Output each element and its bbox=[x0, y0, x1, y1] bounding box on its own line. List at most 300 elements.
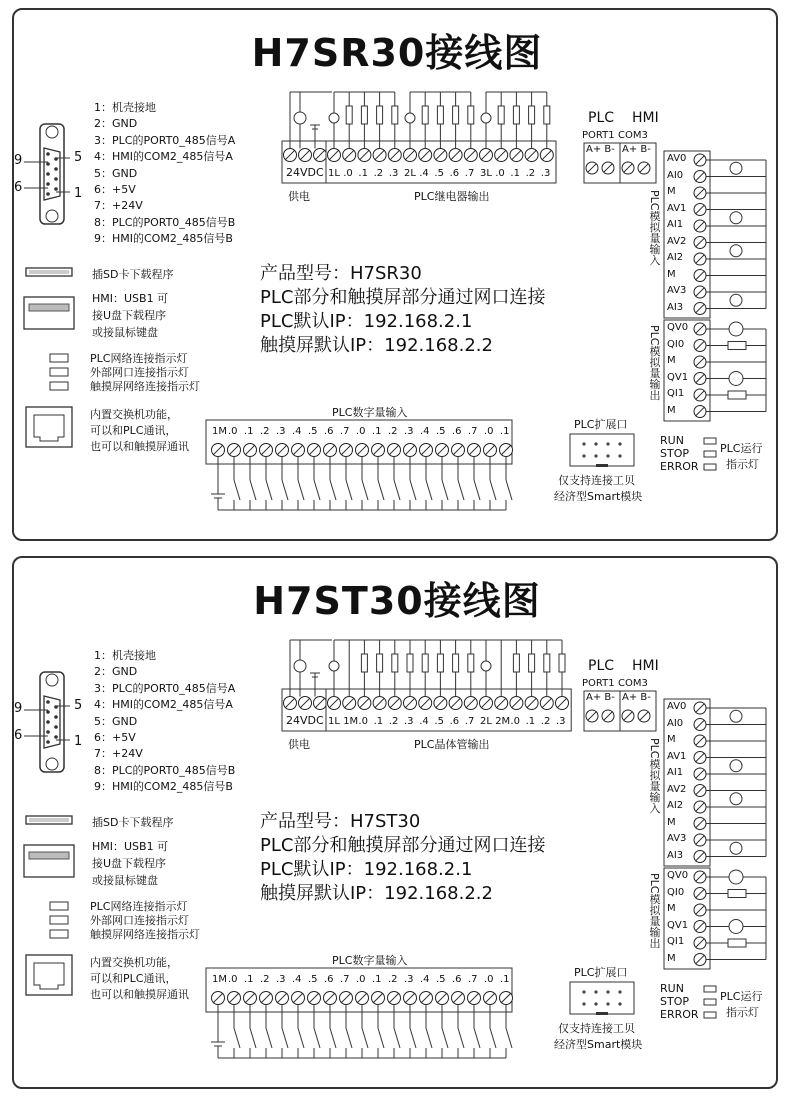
load-resistor-icon bbox=[392, 654, 398, 672]
switch-icon bbox=[426, 1028, 432, 1048]
digital-in-terminal-label: .4 bbox=[292, 974, 302, 985]
switch-icon bbox=[234, 1028, 240, 1048]
analog-in-label: AI3 bbox=[667, 849, 684, 861]
switch-icon bbox=[378, 480, 384, 500]
extension-port-label: PLC扩展口 bbox=[574, 418, 628, 431]
analog-in-terminal bbox=[694, 785, 706, 797]
analog-in-terminal bbox=[694, 719, 706, 731]
usb-note-line: 接U盘下载程序 bbox=[92, 309, 167, 322]
digital-in-label: PLC数字量输入 bbox=[332, 954, 408, 967]
analog-out-terminal bbox=[694, 954, 706, 966]
plc-ab-label: A+ B- bbox=[586, 144, 615, 155]
digital-in-terminal bbox=[292, 444, 305, 457]
switch-icon bbox=[458, 1028, 464, 1048]
output-terminal bbox=[556, 697, 569, 710]
db9-pin-9-label: 9 bbox=[14, 153, 23, 168]
digital-in-terminal bbox=[404, 992, 417, 1005]
hmi-port-header: HMI bbox=[632, 658, 659, 674]
digital-in-terminal-label: .2 bbox=[260, 974, 270, 985]
switch-icon bbox=[346, 480, 352, 500]
switch-icon bbox=[250, 480, 256, 500]
sd-label: 插SD卡下载程序 bbox=[92, 268, 174, 281]
hmi-com3-label: COM3 bbox=[618, 678, 648, 689]
switch-icon bbox=[266, 1028, 272, 1048]
led-label: PLC网络连接指示灯 bbox=[90, 900, 188, 913]
output-terminal-label: .2 bbox=[525, 168, 536, 179]
load-resistor-icon bbox=[513, 654, 519, 672]
comm-terminal bbox=[622, 162, 634, 174]
switch-icon bbox=[266, 480, 272, 500]
switch-icon bbox=[490, 480, 496, 500]
analog-in-label: AV2 bbox=[667, 783, 687, 795]
analog-in-terminal bbox=[694, 818, 706, 830]
analog-out-label-vertical: PLC模拟量输出 bbox=[648, 873, 661, 949]
output-terminal bbox=[358, 149, 371, 162]
analog-out-label: QI1 bbox=[667, 936, 685, 947]
extension-note-line: 仅支持连接工贝 bbox=[558, 474, 635, 487]
analog-in-terminal bbox=[694, 735, 706, 747]
output-terminal-label: .2 bbox=[373, 168, 384, 179]
analog-out-label-vertical: PLC模拟量输出 bbox=[648, 325, 661, 401]
power-terminal-label: 24VDC bbox=[286, 714, 324, 727]
digital-in-terminal-label: .3 bbox=[276, 974, 286, 985]
status-led-label: STOP bbox=[660, 995, 689, 1008]
product-info-line: PLC默认IP：192.168.2.1 bbox=[260, 311, 473, 332]
output-terminal-label: .3 bbox=[404, 716, 414, 727]
switch-icon bbox=[506, 480, 512, 500]
db9-pin-description: 6：+5V bbox=[94, 731, 136, 744]
analog-source-icon bbox=[730, 162, 742, 174]
digital-in-terminal-label: .4 bbox=[420, 974, 430, 985]
switch-icon bbox=[442, 480, 448, 500]
output-terminal-label: 2L bbox=[480, 716, 492, 727]
digital-in-terminal bbox=[340, 444, 353, 457]
analog-out-label: QV0 bbox=[667, 870, 689, 881]
digital-in-terminal bbox=[228, 444, 241, 457]
digital-in-terminal bbox=[484, 992, 497, 1005]
switch-icon bbox=[410, 1028, 416, 1048]
supply-icon bbox=[329, 661, 339, 671]
status-note-line: 指示灯 bbox=[726, 458, 759, 471]
analog-in-terminal bbox=[694, 834, 706, 846]
analog-in-terminal bbox=[694, 253, 706, 265]
analog-in-label: AI0 bbox=[667, 717, 684, 729]
db9-pin-description: 4：HMI的COM2_485信号A bbox=[94, 150, 233, 164]
analog-out-terminal bbox=[694, 323, 706, 335]
db9-connector-icon bbox=[40, 124, 64, 224]
switch-icon bbox=[314, 1028, 320, 1048]
digital-in-terminal bbox=[324, 992, 337, 1005]
product-info-line: PLC部分和触摸屏部分通过网口连接 bbox=[260, 287, 546, 308]
digital-in-terminal bbox=[324, 444, 337, 457]
digital-in-terminal-label: .3 bbox=[404, 426, 414, 437]
hmi-port-header: HMI bbox=[632, 110, 659, 126]
output-terminal-label: 2M bbox=[495, 716, 511, 727]
digital-in-terminal bbox=[308, 992, 321, 1005]
switch-icon bbox=[474, 1028, 480, 1048]
analog-out-terminal bbox=[694, 373, 706, 385]
led-label: 触摸屏网络连接指示灯 bbox=[90, 380, 200, 393]
status-note-line: PLC运行 bbox=[720, 442, 763, 455]
digital-in-terminal-label: .6 bbox=[452, 426, 462, 437]
digital-in-terminal-label: .0 bbox=[484, 426, 494, 437]
voltmeter-icon bbox=[729, 870, 743, 884]
product-info-line: 触摸屏默认IP：192.168.2.2 bbox=[260, 335, 493, 356]
digital-in-terminal bbox=[388, 444, 401, 457]
status-led-label: RUN bbox=[660, 982, 684, 995]
plc-ab-label: A+ B- bbox=[586, 692, 615, 703]
analog-in-label: M bbox=[667, 734, 676, 745]
output-terminal-label: .4 bbox=[419, 168, 429, 179]
ethernet-note-line: 也可以和触摸屏通讯 bbox=[90, 988, 189, 1001]
diagram-title: H7ST30接线图 bbox=[253, 579, 541, 623]
load-resistor-icon bbox=[468, 106, 474, 124]
output-terminal-label: .1 bbox=[358, 168, 368, 179]
digital-in-terminal-label: .7 bbox=[340, 974, 350, 985]
db9-pin-6-label: 6 bbox=[14, 728, 23, 743]
load-resistor-icon bbox=[453, 654, 459, 672]
output-terminal bbox=[540, 149, 553, 162]
digital-in-terminal-label: .7 bbox=[340, 426, 350, 437]
output-terminal bbox=[464, 697, 477, 710]
output-terminal-label: .3 bbox=[540, 168, 551, 179]
switch-icon bbox=[394, 480, 400, 500]
analog-source-icon bbox=[730, 245, 742, 257]
digital-in-terminal-label: .1 bbox=[372, 974, 382, 985]
digital-in-terminal bbox=[276, 444, 289, 457]
digital-in-terminal-label: .6 bbox=[324, 974, 334, 985]
analog-in-terminal bbox=[694, 237, 706, 249]
switch-icon bbox=[282, 1028, 288, 1048]
load-resistor-icon bbox=[559, 654, 565, 672]
db9-pin-description: 3：PLC的PORT0_485信号A bbox=[94, 133, 236, 147]
output-terminal bbox=[525, 697, 538, 710]
output-terminal-label: .7 bbox=[464, 716, 475, 727]
product-info-line: PLC默认IP：192.168.2.1 bbox=[260, 859, 473, 880]
product-info-line: 触摸屏默认IP：192.168.2.2 bbox=[260, 883, 493, 904]
digital-in-terminal bbox=[260, 992, 273, 1005]
analog-out-terminal bbox=[694, 921, 706, 933]
supply-icon bbox=[329, 113, 339, 123]
digital-in-terminal bbox=[468, 992, 481, 1005]
analog-in-terminal bbox=[694, 286, 706, 298]
led-indicator-icon bbox=[50, 902, 68, 910]
digital-in-terminal bbox=[468, 444, 481, 457]
status-led-icon bbox=[704, 986, 716, 992]
output-terminal bbox=[510, 149, 523, 162]
led-label: 外部网口连接指示灯 bbox=[90, 366, 189, 379]
db9-connector-icon bbox=[40, 672, 64, 772]
digital-in-terminal-label: .7 bbox=[468, 974, 478, 985]
led-indicator-icon bbox=[50, 382, 68, 390]
output-terminal bbox=[525, 149, 538, 162]
status-led-icon bbox=[704, 464, 716, 470]
analog-source-icon bbox=[730, 842, 742, 854]
output-terminal bbox=[480, 697, 493, 710]
output-terminal-label: .0 bbox=[510, 716, 520, 727]
led-label: PLC网络连接指示灯 bbox=[90, 352, 188, 365]
digital-in-terminal-label: .3 bbox=[276, 426, 286, 437]
analog-source-icon bbox=[730, 294, 742, 306]
digital-in-terminal-label: .5 bbox=[436, 974, 446, 985]
output-terminal bbox=[495, 697, 508, 710]
digital-in-terminal-label: .2 bbox=[388, 426, 398, 437]
ethernet-note-line: 可以和PLC通讯， bbox=[90, 424, 177, 437]
analog-out-terminal bbox=[694, 904, 706, 916]
supply-icon bbox=[405, 113, 415, 123]
switch-icon bbox=[250, 1028, 256, 1048]
analog-in-terminal bbox=[694, 851, 706, 863]
voltmeter-icon bbox=[729, 920, 743, 934]
db9-pin-description: 2：GND bbox=[94, 665, 138, 679]
ethernet-port-icon bbox=[26, 955, 72, 995]
switch-icon bbox=[426, 480, 432, 500]
output-terminal bbox=[449, 697, 462, 710]
digital-in-terminal-label: .1 bbox=[500, 426, 510, 437]
product-info-line: PLC部分和触摸屏部分通过网口连接 bbox=[260, 835, 546, 856]
analog-in-label: M bbox=[667, 186, 676, 197]
output-terminal bbox=[419, 697, 432, 710]
plc-port-header: PLC bbox=[588, 110, 615, 126]
wiring-diagram-panel-h7sr30 bbox=[12, 8, 778, 541]
output-terminal-label: .7 bbox=[464, 168, 475, 179]
output-label: PLC继电器输出 bbox=[414, 190, 490, 203]
db9-pin-description: 5：GND bbox=[94, 714, 138, 728]
status-led-label: ERROR bbox=[660, 460, 699, 473]
analog-in-label: AI2 bbox=[667, 800, 684, 811]
load-resistor-icon bbox=[728, 939, 746, 947]
analog-in-terminal bbox=[694, 768, 706, 780]
load-resistor-icon bbox=[377, 106, 383, 124]
hmi-com3-label: COM3 bbox=[618, 130, 648, 141]
digital-in-terminal bbox=[420, 992, 433, 1005]
digital-in-terminal bbox=[372, 444, 385, 457]
digital-in-terminal bbox=[356, 444, 369, 457]
digital-in-terminal-label: .1 bbox=[244, 426, 254, 437]
switch-icon bbox=[330, 480, 336, 500]
analog-in-terminal bbox=[694, 220, 706, 232]
digital-in-terminal bbox=[212, 992, 225, 1005]
switch-icon bbox=[298, 1028, 304, 1048]
db9-pin-description: 1：机壳接地 bbox=[94, 649, 156, 662]
load-resistor-icon bbox=[377, 654, 383, 672]
switch-icon bbox=[394, 1028, 400, 1048]
analog-in-terminal bbox=[694, 303, 706, 315]
digital-in-terminal-label: .0 bbox=[228, 426, 238, 437]
output-terminal bbox=[373, 697, 386, 710]
power-terminal bbox=[284, 697, 297, 710]
load-resistor-icon bbox=[728, 890, 746, 898]
ethernet-note-line: 可以和PLC通讯， bbox=[90, 972, 177, 985]
analog-out-terminal bbox=[694, 406, 706, 418]
analog-in-label: AI2 bbox=[667, 252, 684, 263]
db9-pin-description: 8：PLC的PORT0_485信号B bbox=[94, 215, 236, 229]
load-resistor-icon bbox=[453, 106, 459, 124]
digital-in-terminal-label: .0 bbox=[356, 426, 366, 437]
output-terminal-label: .2 bbox=[388, 716, 399, 727]
analog-in-label-vertical: PLC模拟量输入 bbox=[648, 738, 661, 814]
switch-icon bbox=[346, 1028, 352, 1048]
digital-in-terminal-label: .5 bbox=[308, 426, 318, 437]
digital-in-terminal-label: .7 bbox=[468, 426, 478, 437]
analog-in-label: AV3 bbox=[667, 285, 687, 296]
output-terminal bbox=[328, 149, 341, 162]
status-led-label: RUN bbox=[660, 434, 684, 447]
digital-in-terminal bbox=[292, 992, 305, 1005]
analog-in-label: M bbox=[667, 816, 676, 828]
switch-icon bbox=[474, 480, 480, 500]
output-terminal-label: .5 bbox=[434, 168, 444, 179]
dc-source-icon bbox=[294, 112, 306, 124]
status-led-label: ERROR bbox=[660, 1008, 699, 1021]
supply-icon bbox=[481, 661, 491, 671]
analog-out-label: QV1 bbox=[667, 371, 689, 383]
digital-in-terminal-label: .1 bbox=[500, 974, 510, 985]
load-resistor-icon bbox=[529, 654, 535, 672]
power-terminal bbox=[299, 697, 312, 710]
load-resistor-icon bbox=[513, 106, 519, 124]
output-terminal-label: 3L bbox=[480, 168, 492, 179]
comm-terminal bbox=[638, 710, 650, 722]
output-terminal bbox=[510, 697, 523, 710]
digital-in-terminal bbox=[372, 992, 385, 1005]
digital-in-terminal-label: .3 bbox=[404, 974, 414, 985]
analog-out-label: QV0 bbox=[667, 322, 689, 333]
db9-pin-description: 7：+24V bbox=[94, 747, 143, 761]
db9-pin-description: 9：HMI的COM2_485信号B bbox=[94, 780, 233, 794]
analog-out-terminal bbox=[694, 888, 706, 900]
output-label: PLC晶体管输出 bbox=[414, 738, 490, 751]
output-terminal-label: .5 bbox=[434, 716, 444, 727]
comm-terminal bbox=[586, 162, 598, 174]
db9-pin-description: 7：+24V bbox=[94, 199, 143, 213]
output-terminal bbox=[434, 149, 447, 162]
analog-in-terminal bbox=[694, 801, 706, 813]
switch-icon bbox=[362, 480, 368, 500]
load-resistor-icon bbox=[544, 106, 550, 124]
plc-port1-label: PORT1 bbox=[582, 678, 615, 689]
status-note-line: 指示灯 bbox=[726, 1006, 759, 1019]
output-terminal bbox=[373, 149, 386, 162]
status-led-icon bbox=[704, 451, 716, 457]
output-terminal bbox=[464, 149, 477, 162]
power-terminal-label: 24VDC bbox=[286, 166, 324, 179]
digital-in-terminal bbox=[308, 444, 321, 457]
voltmeter-icon bbox=[729, 372, 743, 386]
output-terminal bbox=[540, 697, 553, 710]
ethernet-port-icon bbox=[26, 407, 72, 447]
analog-in-terminal bbox=[694, 270, 706, 282]
usb-note-line: HMI：USB1 可 bbox=[92, 840, 169, 853]
status-led-icon bbox=[704, 438, 716, 444]
digital-in-terminal bbox=[260, 444, 273, 457]
switch-icon bbox=[330, 1028, 336, 1048]
output-terminal-label: .6 bbox=[449, 716, 460, 727]
usb-note-line: HMI：USB1 可 bbox=[92, 292, 169, 305]
digital-in-terminal bbox=[228, 992, 241, 1005]
digital-in-terminal bbox=[500, 444, 513, 457]
digital-in-terminal bbox=[436, 992, 449, 1005]
digital-in-terminal-label: .2 bbox=[388, 974, 398, 985]
db9-pin-description: 6：+5V bbox=[94, 183, 136, 196]
db9-pin-5-label: 5 bbox=[74, 150, 83, 165]
analog-out-terminal bbox=[694, 937, 706, 949]
analog-in-label: AI1 bbox=[667, 767, 684, 778]
analog-out-label: QI0 bbox=[667, 886, 685, 898]
db9-pin-description: 5：GND bbox=[94, 166, 138, 180]
led-label: 外部网口连接指示灯 bbox=[90, 914, 189, 927]
power-label: 供电 bbox=[288, 738, 310, 751]
analog-out-label: M bbox=[667, 903, 676, 914]
switch-icon bbox=[298, 480, 304, 500]
analog-in-terminal bbox=[694, 752, 706, 764]
ethernet-note-line: 也可以和触摸屏通讯 bbox=[90, 440, 189, 453]
output-terminal-label: 1L bbox=[328, 716, 340, 727]
switch-icon bbox=[362, 1028, 368, 1048]
analog-out-terminal bbox=[694, 389, 706, 401]
power-terminal bbox=[314, 149, 327, 162]
analog-in-label: AV3 bbox=[667, 833, 687, 844]
digital-in-terminal-label: .1 bbox=[372, 426, 382, 437]
load-resistor-icon bbox=[728, 342, 746, 350]
product-info-line: 产品型号：H7ST30 bbox=[260, 811, 421, 832]
output-terminal-label: .1 bbox=[373, 716, 384, 727]
usb-port-icon bbox=[24, 845, 74, 877]
digital-in-terminal bbox=[244, 992, 257, 1005]
output-terminal-label: 1M bbox=[343, 716, 359, 727]
output-terminal-label: .1 bbox=[525, 716, 536, 727]
analog-in-label: M bbox=[667, 268, 676, 280]
voltmeter-icon bbox=[729, 322, 743, 336]
digital-in-terminal-label: 1M bbox=[212, 426, 227, 437]
switch-icon bbox=[506, 1028, 512, 1048]
analog-in-label: AV1 bbox=[667, 750, 687, 762]
ethernet-note-line: 内置交换机功能， bbox=[90, 408, 178, 421]
db9-pin-9-label: 9 bbox=[14, 701, 23, 716]
analog-out-label: M bbox=[667, 355, 676, 366]
led-indicator-icon bbox=[50, 916, 68, 924]
analog-out-label: QI1 bbox=[667, 388, 685, 399]
analog-out-label: M bbox=[667, 404, 676, 416]
led-indicator-icon bbox=[50, 930, 68, 938]
hmi-ab-label: A+ B- bbox=[622, 692, 651, 703]
analog-in-label-vertical: PLC模拟量输入 bbox=[648, 190, 661, 266]
power-terminal bbox=[314, 697, 327, 710]
load-resistor-icon bbox=[544, 654, 550, 672]
switch-icon bbox=[314, 480, 320, 500]
db9-pin-description: 4：HMI的COM2_485信号A bbox=[94, 698, 233, 712]
output-terminal bbox=[358, 697, 371, 710]
digital-in-terminal-label: .4 bbox=[292, 426, 302, 437]
output-terminal bbox=[343, 149, 356, 162]
extension-port-icon bbox=[570, 434, 634, 467]
output-terminal-label: .3 bbox=[556, 716, 566, 727]
load-resistor-icon bbox=[361, 654, 367, 672]
db9-pin-description: 8：PLC的PORT0_485信号B bbox=[94, 763, 236, 777]
analog-source-icon bbox=[730, 710, 742, 722]
digital-in-terminal-label: .5 bbox=[308, 974, 318, 985]
status-note-line: PLC运行 bbox=[720, 990, 763, 1003]
analog-in-label: AV2 bbox=[667, 235, 687, 247]
product-info-line: 产品型号：H7SR30 bbox=[260, 263, 422, 284]
db9-pin-description: 9：HMI的COM2_485信号B bbox=[94, 232, 233, 246]
hmi-ab-label: A+ B- bbox=[622, 144, 651, 155]
load-resistor-icon bbox=[468, 654, 474, 672]
switch-icon bbox=[410, 480, 416, 500]
digital-in-terminal bbox=[452, 444, 465, 457]
analog-out-label: QI0 bbox=[667, 338, 685, 350]
output-terminal-label: .4 bbox=[419, 716, 429, 727]
